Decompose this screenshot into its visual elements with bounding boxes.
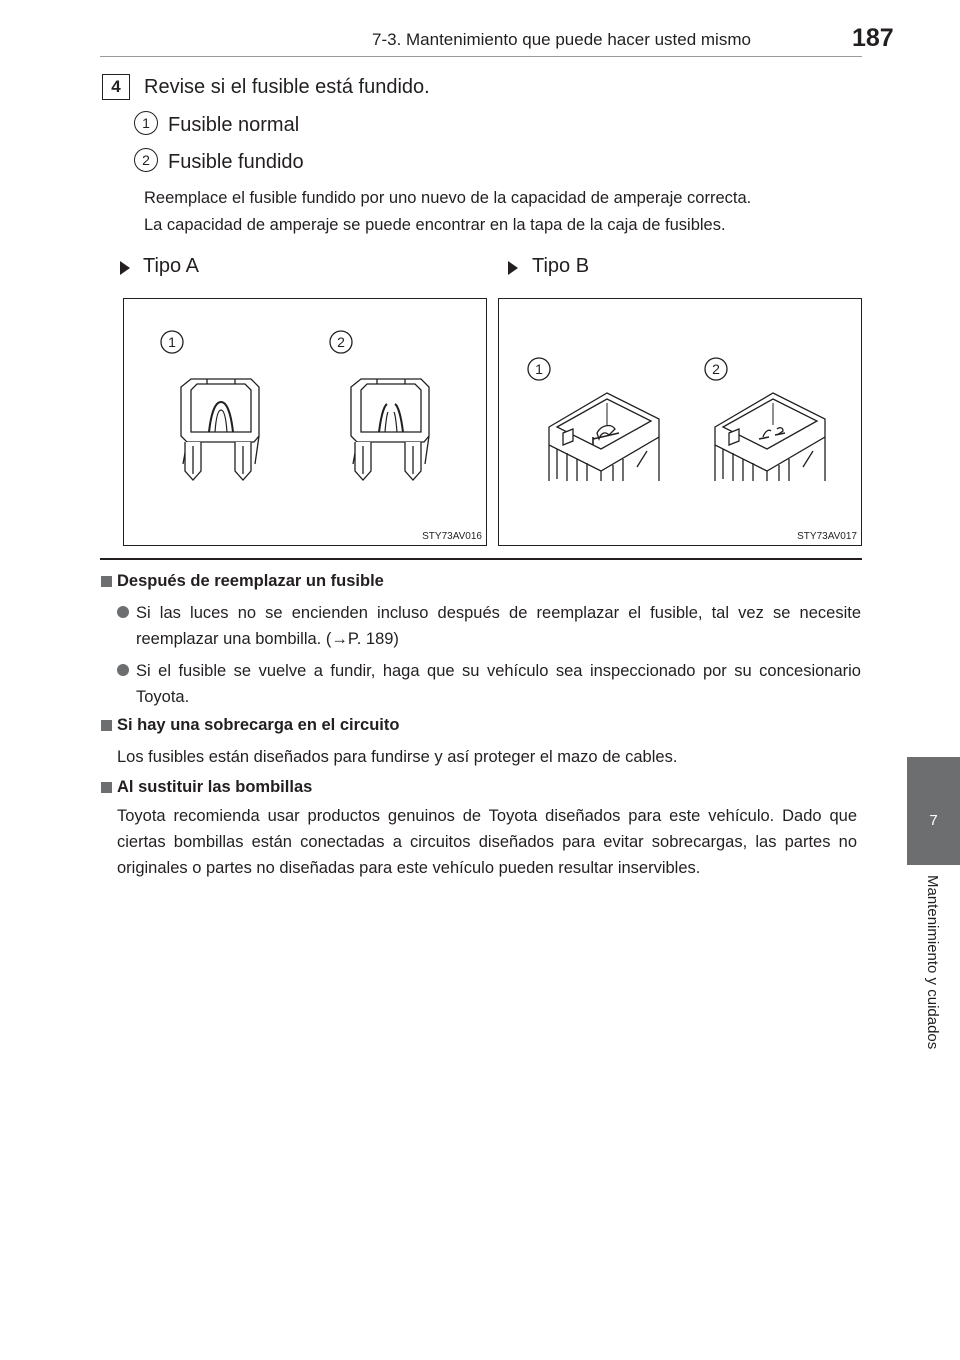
item-1-label: Fusible normal [168,114,300,136]
item-2-number-circle: 2 [134,148,158,172]
type-b-label: Tipo B [532,255,590,277]
step-note-line-1: Reemplace el fusible fundido por uno nuevo de la capacidad de amperaje correcta. [144,189,752,207]
bullet-text-lights: Si las luces no se encienden incluso después de reemplazar el fusible, tal vez se necesite reemplazar una bombilla. (→P. 189) [136,604,861,648]
step-number-box: 4 [102,74,130,100]
header-divider [100,56,862,57]
chapter-tab-number: 7 [929,812,938,829]
cartridge-fuse-illustration [499,299,861,545]
section-divider [100,558,862,560]
chapter-tab-label: Mantenimiento y cuidados [924,875,941,1050]
section-heading-after-replacing: Después de reemplazar un fusible [117,572,384,590]
callout-2-number: 2 [337,334,345,350]
blade-fuse-illustration [124,299,486,545]
page-number: 187 [852,24,894,52]
figure-code: STY73AV016 [422,531,482,542]
section-text-overload: Los fusibles están diseñados para fundirse y así proteger el mazo de cables. [117,748,678,766]
callout-1-number: 1 [535,361,543,377]
round-bullet-icon [117,664,129,676]
square-bullet-icon [101,720,112,731]
callout-1-number: 1 [168,334,176,350]
section-heading-bulbs: Al sustituir las bombillas [117,778,313,796]
type-a-label: Tipo A [143,255,199,277]
figure-type-a [123,298,487,546]
item-2-label: Fusible fundido [168,151,304,173]
callout-2-number: 2 [712,361,720,377]
header-section-title: 7-3. Mantenimiento que puede hacer usted mismo [372,30,751,49]
type-a-arrow-icon [120,261,130,275]
figure-type-b [498,298,862,546]
section-heading-overload: Si hay una sobrecarga en el circuito [117,716,400,734]
step-note-line-2: La capacidad de amperaje se puede encontrar en la tapa de la caja de fusibles. [144,216,726,234]
round-bullet-icon [117,606,129,618]
bullet-text-blown-again: Si el fusible se vuelve a fundir, haga que su vehículo sea inspeccionado por su concesionario Toyota. [136,662,861,706]
step-instruction: Revise si el fusible está fundido. [144,76,430,98]
item-1-number-circle: 1 [134,111,158,135]
square-bullet-icon [101,576,112,587]
type-b-arrow-icon [508,261,518,275]
square-bullet-icon [101,782,112,793]
section-text-bulbs: Toyota recomienda usar productos genuinos de Toyota diseñados para este vehículo. Dado que ciertas bombillas están conectadas a circuitos diseñados para evitar sobrecargas, las partes no originales o partes no diseñadas para este vehículo pueden resultar inservibles. [117,807,857,877]
chapter-tab [907,757,960,865]
figure-code: STY73AV017 [797,531,857,542]
